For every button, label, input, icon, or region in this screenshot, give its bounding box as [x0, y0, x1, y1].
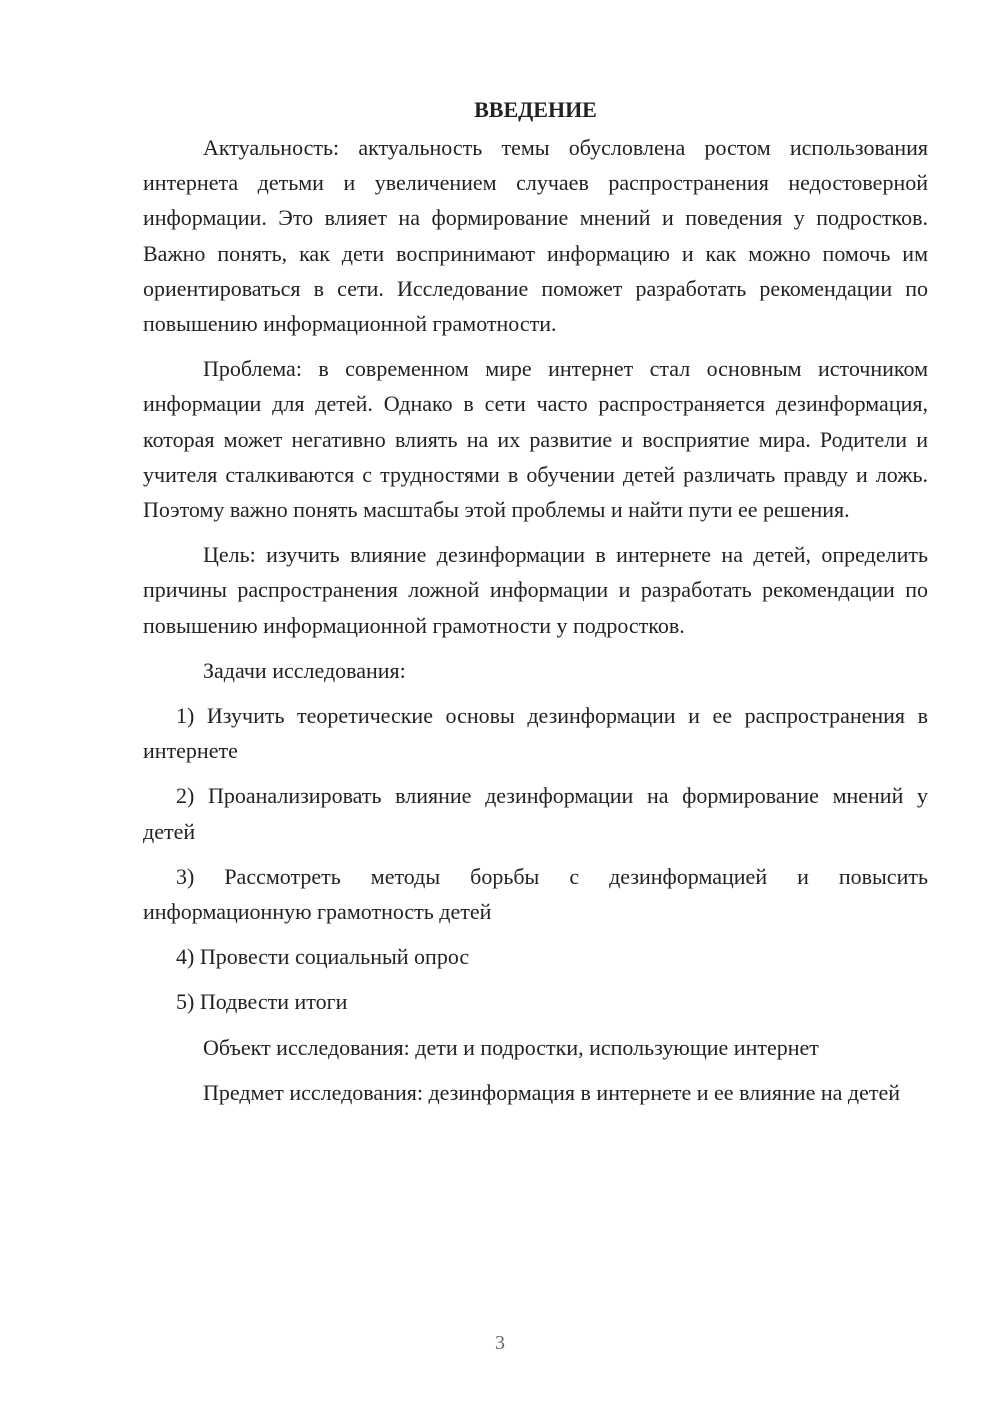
document-page — [143, 92, 928, 1120]
problem-paragraph: Проблема: в современном мире интернет стал основным источником информации для детей. Однако в сети часто распространяется дезинформация, которая может негативно влиять на их развитие и восприятие мира. Родители и учителя сталкиваются с трудностями в обучении детей различать правду и ложь. Поэтому важно понять масштабы этой проблемы и найти пути ее решения. — [143, 356, 928, 523]
section-title: ВВЕДЕНИЕ — [474, 97, 597, 122]
research-subject: Предмет исследования: дезинформация в интернете и ее влияние на детей — [203, 1079, 900, 1105]
page-number: 3 — [495, 1332, 505, 1354]
task-item-5: 5) Подвести итоги — [176, 989, 348, 1015]
task-item-2: 2) Проанализировать влияние дезинформации на формирование мнений у детей — [143, 783, 928, 844]
tasks-heading: Задачи исследования: — [203, 657, 406, 683]
task-item-4: 4) Провести социальный опрос — [176, 944, 470, 970]
task-item-1: 1) Изучить теоретические основы дезинформации и ее распространения в интернете — [143, 703, 928, 764]
research-object: Объект исследования: дети и подростки, использующие интернет — [203, 1034, 819, 1060]
relevance-paragraph: Актуальность: актуальность темы обусловлена ростом использования интернета детьми и увеличением случаев распространения недостоверной информации. Это влияет на формирование мнений и поведения у подростков. Важно понять, как дети воспринимают информацию и как можно помочь им ориентироваться в сети. Исследование поможет разработать рекомендации по повышению информационной грамотности. — [143, 135, 928, 337]
task-item-3: 3) Рассмотреть методы борьбы с дезинформацией и повысить информационную грамотность детей — [143, 863, 928, 925]
goal-paragraph: Цель: изучить влияние дезинформации в интернете на детей, определить причины распространения ложной информации и разработать рекомендации по повышению информационной грамотности у подростков. — [143, 542, 928, 638]
